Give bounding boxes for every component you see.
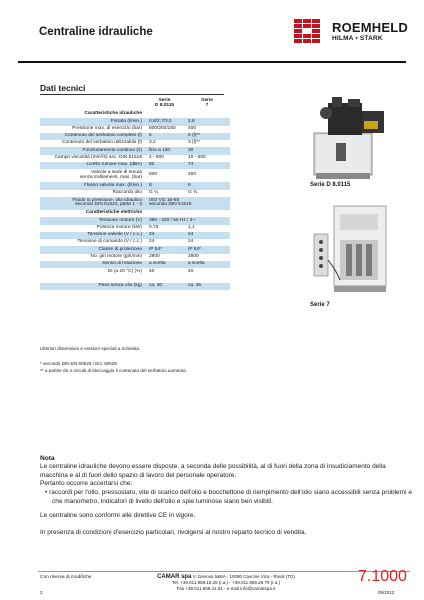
table-cell-value-2: 3 (l)** [184,140,230,147]
table-cell-value-1: 0,8/2,7/3,5 [145,118,184,125]
table-subheading: Caratteristiche idrauliche [40,111,145,118]
table-row [40,283,230,290]
table-cell-empty [145,111,184,118]
header-rule [18,61,406,63]
footer-fax: Fax +39.011.959.41.01 - e-mail info@camarspa.it [176,586,276,591]
table-header-col2: Serie 7 [184,96,230,111]
table-cell-value-2: 400 [184,126,230,133]
roemheld-logo-icon [294,19,328,45]
table-cell-value-1: 40 [145,268,184,275]
table-cell-value-2: 40 [184,268,230,275]
table-row [40,261,230,268]
table-cell-value-2: ca. 35 [184,283,230,290]
table-cell-label: Contenuto del serbatoio utilizzabile (l) [40,140,145,147]
table-cell-value-1: a scelta [145,261,184,268]
power-unit-7-image [306,200,396,308]
footer-address: V. Genova 5&6A - 10090 Cascine Vica - Rivoli (TO) [192,574,295,579]
table-cell-value-1: ca. 30 [145,283,184,290]
table-cell-value-2: 30 [184,147,230,154]
table-row [40,225,230,232]
table-row [40,217,230,224]
table-row [40,268,230,275]
table-cell-label: Tensione valvole (V / c.c.) [40,232,145,239]
table-row [40,140,230,147]
table-cell-value-1: 82 [145,162,184,169]
nota-paragraph-3: Le centraline sono conformi alle direttive CE in vigore. [40,512,196,519]
table-cell-label: Senso di rotazione [40,261,145,268]
nota-paragraph-2: Pertanto occorre accertarsi che: [40,480,133,487]
footnote-2: ** a partire da 4 circuiti di bloccaggio il contenuto del serbatoio aumenta [40,368,186,373]
table-cell-value-1: 500/250/160 [145,126,184,133]
table-cell-label: Potenza motore (kW) [40,225,145,232]
table-cell-value-1: G ¼ [145,190,184,197]
table-cell-value-1: 24 [145,232,184,239]
table-row [40,169,230,182]
table-cell-value-2: 8 [184,182,230,189]
table-cell-value-2: G ¾ [184,190,230,197]
table-cell-label: Classe di protezione [40,246,145,253]
table-row [40,162,230,169]
page-title: Centraline idrauliche [39,26,153,38]
table-cell-value-2: IP 54* [184,246,230,253]
section-underline [40,94,224,95]
logo-sub-text: HILMA ▪ STARK [332,35,383,42]
table-row [40,190,230,197]
table-cell-label: Portata (l/min.) [40,118,145,125]
nota-title: Nota [40,455,55,462]
table-header-col1: Serie D 8.0115 [145,96,184,111]
table-row [40,246,230,253]
table-cell-value-2: 2,8 [184,118,230,125]
table-cell-label: Fluido in pressione, olio idraulico secondo DIN 51524, parte 1 - 3 [40,197,145,210]
table-cell-label: No. giri motore (giri/min) [40,254,145,261]
table-cell-value-2: 5 (l)** [184,133,230,140]
table-row [40,126,230,133]
table-cell-label: Pressione max. di esercizio (bar) [40,126,145,133]
table-cell-value-2: a scelta [184,261,230,268]
table-row [40,197,230,210]
table-cell-value-1: 2800 [145,254,184,261]
nota-bullet: • raccordi per l'olio, pressostato, vite di scarico dell'olio e bocchettone di riempimento dell'olio siano accessibili senza problemi e che manometro, indicatori di livello dell'olio e spie luminose siano ben visibili. [45,489,412,505]
footer-contact [116,574,336,592]
table-cell-label: DI (a 20 °C) (%) [40,268,145,275]
table-cell-value-1: fino a 120 [145,147,184,154]
table-cell-value-2: 74 [184,162,230,169]
table-cell-value-1: 4 - 800 [145,155,184,162]
table-cell-value: 380 - 420 / 50 Hz / 3~ [145,217,230,224]
nota-paragraph-1: Le centraline idrauliche devono essere disposte, a seconda delle possibilità, al di fuori della zona di insudiciamento della macchina e al di fuori dello spazio di lavoro del personale operatore. [40,463,386,479]
table-cell-label: Valvole a sede di tenuta senza trafilamenti, max. (bar) [40,169,145,182]
table-row [40,155,230,162]
footer-disclaimer: Con riserva di modifiche [40,575,92,580]
power-unit-d8-image [306,93,396,188]
table-cell-label: Raccordo olio [40,190,145,197]
table-row [40,239,230,246]
table-subheading: Caratteristiche elettriche [40,210,145,217]
table-row [40,254,230,261]
table-cell-empty [184,111,230,118]
section-title: Dati tecnici [40,83,86,93]
image-caption-2: Serie 7 [310,302,330,308]
page-date: 05/2012 [378,590,395,595]
table-header-row [40,96,230,111]
table-gap [40,276,230,283]
table-cell-value-2: 2800 [184,254,230,261]
page-number: 2 [40,590,43,595]
footer-rule [38,571,410,572]
footer-tel: Tel. +39.011.959.16.26 (r.a.) - +39.011.959.29.70 (r.a.) [172,580,280,585]
logo-brand-text: ROEMHELD [332,20,408,35]
table-cell-value-2: 10 - 500 [184,155,230,162]
further-note: Ulteriori dimensioni e versioni speciali a richiesta. [40,346,141,351]
footer-company: CAMAR spa [157,574,192,580]
table-cell-value: ISO VG 10-68 secondo DIN 51519 [145,197,230,210]
table-cell-value-1: 5 [145,133,184,140]
table-cell-value-1: 8 [145,182,184,189]
table-cell-value-1: 500 [145,169,184,182]
nota-paragraph-4: In presenza di condizioni d'esercizio particolari, rivolgersi al nostro reparto tecnico di vendita. [40,529,307,536]
footnote-1: * secondo DIN EN 60529 / IEC 60529 [40,361,117,366]
table-cell-value-2: 450 [184,169,230,182]
table-cell-label: Funzionamento continuo (s) [40,147,145,154]
table-cell-value-2: 24 [184,239,230,246]
table-header-empty [40,96,145,111]
table-row [40,182,230,189]
table-row [40,276,230,283]
table-row [40,118,230,125]
image-caption-1: Serie D 8.0115 [310,182,351,188]
company-logo [294,19,409,49]
table-cell-value-2: 1,1 [184,225,230,232]
table-cell-value-1: 0,75 [145,225,184,232]
table-cell-label: Tensione motore (V) [40,217,145,224]
table-cell-label: Contenuto del serbatoio completo (l) [40,133,145,140]
table-cell-label: Flusso valvola max. (l/min.) [40,182,145,189]
spec-table [40,96,230,290]
table-cell-label: Campo viscosità (mm²/s) sec. DIN 51519 [40,155,145,162]
table-cell-label: Livello rumore max. (dBA) [40,162,145,169]
table-cell-value-1: 24 [145,239,184,246]
table-row [40,147,230,154]
table-cell-label: Peso senza olio (kg) [40,283,145,290]
table-cell-value-1: 3,2 [145,140,184,147]
table-cell-empty [145,210,184,217]
page-code: 7.1000 [358,568,407,585]
table-cell-empty [184,210,230,217]
table-row [40,111,230,118]
table-cell-value-2: 24 [184,232,230,239]
table-cell-label: Tensione di comando (V / c.c.) [40,239,145,246]
table-cell-value-1: IP 54* [145,246,184,253]
table-row [40,210,230,217]
